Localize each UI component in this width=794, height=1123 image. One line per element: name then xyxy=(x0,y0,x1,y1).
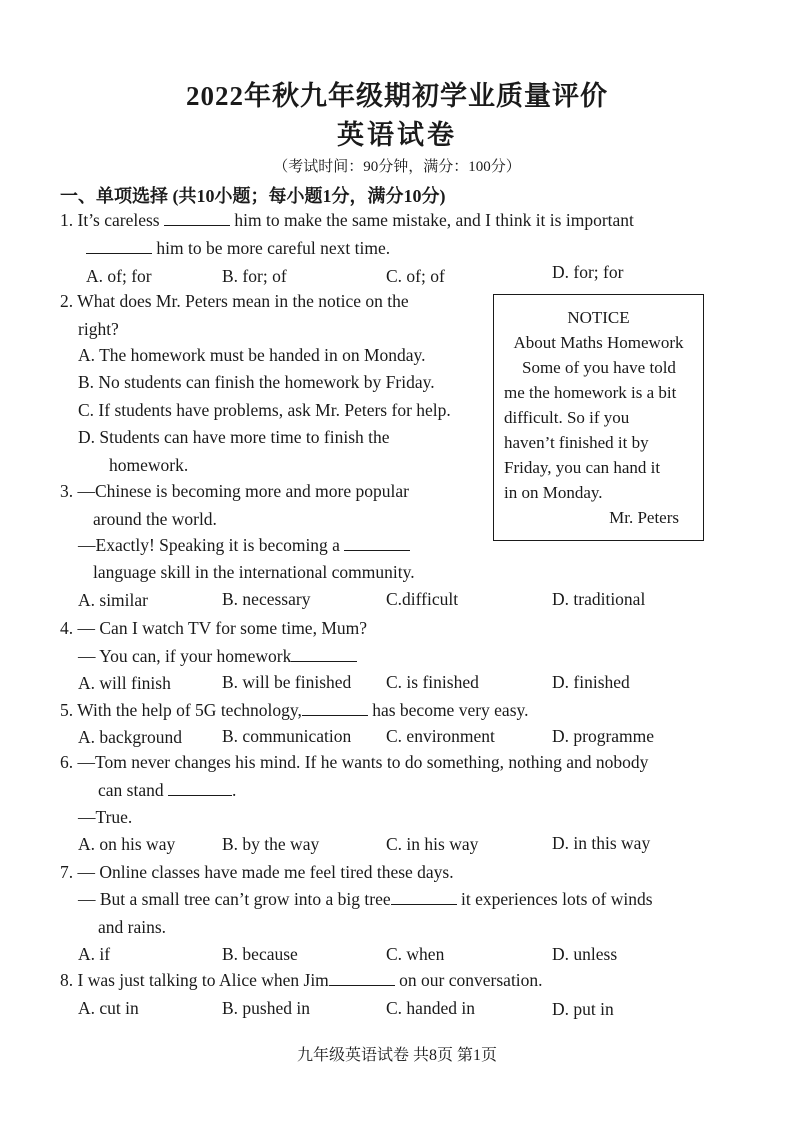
question-2: 2. What does Mr. Peters mean in the notice on the xyxy=(60,291,409,311)
option-c: C. If students have problems, ask Mr. Peters for help. xyxy=(78,400,451,420)
notice-title: NOTICE xyxy=(567,308,630,327)
option-a: A. The homework must be handed in on Monday. xyxy=(78,345,426,365)
option-b: B. by the way xyxy=(222,834,320,854)
answer-blank xyxy=(391,889,457,905)
exam-subtitle: 英语试卷 xyxy=(337,120,457,150)
option-d: D. finished xyxy=(552,672,630,692)
notice-line: in on Monday. xyxy=(504,483,603,502)
question-6-reply: —True. xyxy=(78,807,133,827)
section-heading: 一、单项选择 (共10小题；每小题1分，满分10分) xyxy=(60,186,446,206)
question-1 xyxy=(60,210,634,231)
option-b: B. for; of xyxy=(222,266,287,286)
question-3: 3. —Chinese is becoming more and more popular xyxy=(60,481,409,501)
option-d: D. traditional xyxy=(552,589,646,609)
answer-blank xyxy=(291,646,357,662)
notice-line: Friday, you can hand it xyxy=(504,458,661,477)
answer-blank xyxy=(329,970,395,986)
question-3-reply-cont: language skill in the international community. xyxy=(93,562,415,582)
option-d: D. for; for xyxy=(552,262,624,282)
question-7-reply xyxy=(78,889,653,910)
option-d: D. Students can have more time to finish the xyxy=(78,427,390,447)
option-c: C. of; of xyxy=(386,266,445,286)
option-d-cont: homework. xyxy=(109,455,189,475)
question-7: 7. — Online classes have made me feel tired these days. xyxy=(60,862,454,882)
notice-box xyxy=(493,294,704,541)
question-text: — But a small tree can’t grow into a big tree xyxy=(78,889,391,909)
question-5 xyxy=(60,700,529,721)
question-1-cont xyxy=(86,238,390,259)
question-2-cont: right? xyxy=(78,319,119,339)
question-6: 6. —Tom never changes his mind. If he wants to do something, nothing and nobody xyxy=(60,752,649,772)
option-d: D. unless xyxy=(552,944,618,964)
answer-blank xyxy=(168,780,232,796)
question-text: — You can, if your homework xyxy=(78,646,292,666)
option-b: B. will be finished xyxy=(222,672,352,692)
option-c: C. when xyxy=(386,944,445,964)
question-3-cont: around the world. xyxy=(93,509,217,529)
option-c: C. handed in xyxy=(386,998,475,1018)
option-b: B. No students can finish the homework by Friday. xyxy=(78,372,435,392)
notice-subject: About Maths Homework xyxy=(513,333,684,352)
option-c: C. in his way xyxy=(386,834,479,854)
option-d: D. in this way xyxy=(552,833,651,853)
answer-blank xyxy=(302,700,368,716)
option-c: C. environment xyxy=(386,726,495,746)
option-c: C. is finished xyxy=(386,672,479,692)
option-a: A. on his way xyxy=(78,834,176,854)
exam-title: 2022年秋九年级期初学业质量评价 xyxy=(186,81,608,111)
option-b: B. because xyxy=(222,944,298,964)
page-footer: 九年级英语试卷 共8页 第1页 xyxy=(296,1047,497,1064)
option-b: B. pushed in xyxy=(222,998,310,1018)
question-text: can stand xyxy=(98,780,164,800)
option-c: C.difficult xyxy=(386,589,459,609)
notice-line: haven’t finished it by xyxy=(504,433,649,452)
question-text: —Exactly! Speaking it is becoming a xyxy=(78,535,340,555)
option-d: D. put in xyxy=(552,999,614,1019)
question-4: 4. — Can I watch TV for some time, Mum? xyxy=(60,618,368,638)
notice-signature: Mr. Peters xyxy=(609,508,679,527)
question-8 xyxy=(60,970,543,991)
question-text: it experiences lots of winds xyxy=(461,889,653,909)
notice-line: Some of you have told xyxy=(522,358,676,377)
notice-line: me the homework is a bit xyxy=(504,383,677,402)
option-a: A. cut in xyxy=(78,998,139,1018)
answer-blank xyxy=(86,238,152,254)
option-a: A. background xyxy=(78,727,183,747)
option-a: A. if xyxy=(78,944,111,964)
question-7-reply-cont: and rains. xyxy=(98,917,167,937)
question-text: 5. With the help of 5G technology, xyxy=(60,700,302,720)
notice-line: difficult. So if you xyxy=(504,408,630,427)
option-a: A. similar xyxy=(78,590,148,610)
answer-blank xyxy=(344,535,410,551)
question-text: him to be more careful next time. xyxy=(156,238,391,258)
question-6-cont: can stand . xyxy=(98,780,237,800)
answer-blank xyxy=(164,210,230,226)
question-text: 8. I was just talking to Alice when Jim xyxy=(60,970,329,990)
question-text: 1. It’s careless xyxy=(60,210,160,230)
option-b: B. communication xyxy=(222,726,352,746)
question-text: him to make the same mistake, and I think it is important xyxy=(234,210,634,230)
question-text: on our conversation. xyxy=(399,970,543,990)
option-d: D. programme xyxy=(552,726,655,746)
option-a: A. will finish xyxy=(78,673,171,693)
question-text: has become very easy. xyxy=(372,700,529,720)
question-4-reply xyxy=(78,646,357,667)
option-a: A. of; for xyxy=(86,266,152,286)
exam-info: （考试时间：90分钟，满分：100分） xyxy=(273,159,521,175)
option-b: B. necessary xyxy=(222,589,311,609)
question-3-reply xyxy=(78,535,410,556)
